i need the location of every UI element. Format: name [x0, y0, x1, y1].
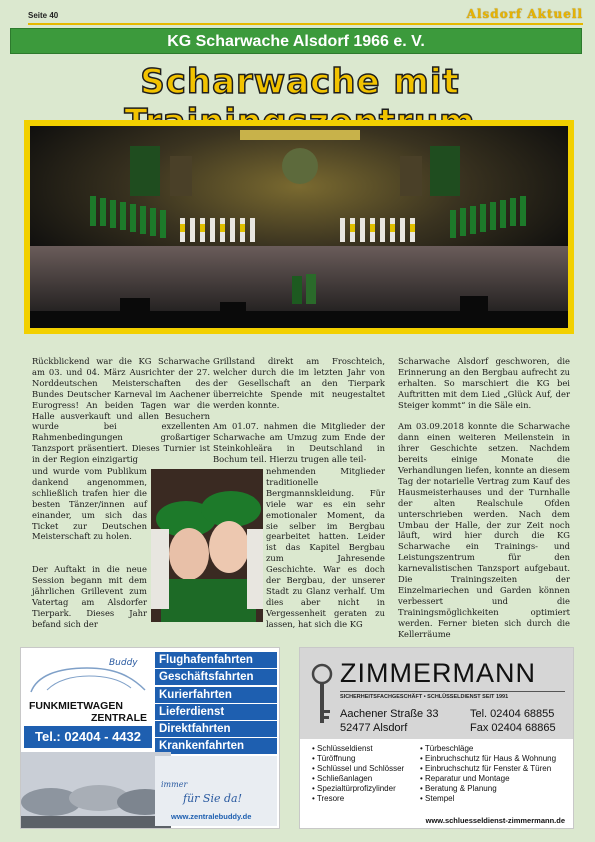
buddy-taxi-ad [20, 647, 280, 829]
article-text-col2-top [213, 356, 385, 476]
zimmermann-phone: Tel. 02404 68855 [470, 708, 555, 720]
zimmermann-ad [299, 647, 574, 829]
club-banner [10, 28, 582, 54]
zimmermann-fax: Fax 02404 68865 [470, 722, 556, 734]
buddy-website[interactable]: www.zentralebuddy.de [171, 812, 252, 821]
zimmermann-street: Aachener Straße 33 [340, 708, 439, 720]
buddy-service-item: Direktfahrten [155, 721, 277, 737]
service-item: • Reparatur und Montage [420, 774, 510, 783]
header-divider [28, 23, 583, 25]
article-paragraph: Scharwache Alsdorf geschworen, die Erinnerung an den Bergbau aufrecht zu erhalten. So marschiert die KG bei Auftritten mit dem Lied „Glück Auf, der Steiger kommt“ in die Säle ein. [398, 356, 570, 410]
article-text-col3 [398, 356, 570, 650]
stage-photo [24, 120, 574, 334]
zimmermann-name: ZIMMERMANN [340, 658, 536, 688]
magazine-logo: Alsdorf Aktuell [466, 7, 583, 21]
article-paragraph: nehmenden Mitglieder traditionelle Bergmannskleidung. Für viele war es ein sehr emotionaler Moment, da sie selber im Bergbau gearbeitet hatten. Leider ist das Kapitel Bergbau zum Jahresende Geschichte. War es doch der Bergbau, der unserer Stadt zu Glanz verhalf. Um dies aber nicht in Vergessenheit geraten zu lassen, hat sich die KG [266, 466, 385, 629]
buddy-service-item: Krankenfahrten [155, 738, 277, 754]
service-item: • Türöffnung [312, 754, 356, 763]
article-paragraph: Am 01.07. nahmen die Mitglieder der Scharwache am Umzug zum Ende der Steinkohleära in Deutschland in Bochum teil. Hierzu trugen alle teil- [213, 421, 385, 465]
article-headline: Scharwache mit [140, 62, 460, 102]
service-item: • Spezialtürprofizylinder [312, 784, 396, 793]
service-item: • Einbruchschutz für Haus & Wohnung [420, 754, 557, 763]
service-item: • Schlüsseldienst [312, 744, 373, 753]
zimmermann-website[interactable]: www.schluesseldienst-zimmermann.de [425, 816, 565, 825]
article-paragraph: Der Auftakt in die neue Session begann mit dem jährlichen Grillevent zum Vatertag am Alsdorfer Tierpark. Dieses Jahr befand sich der [32, 564, 147, 629]
article-text-col1-top [32, 356, 210, 476]
buddy-slogan-prefix: immer [161, 780, 188, 789]
buddy-service-item: Lieferdienst [155, 704, 277, 720]
article-text-col2-bottom [266, 466, 385, 640]
buddy-phone: Tel.: 02404 - 4432 [24, 726, 152, 748]
service-item: • Schlüssel und Schlösser [312, 764, 405, 773]
buddy-service-list [155, 652, 277, 756]
buddy-brand: Buddy [109, 658, 138, 668]
article-text-col1-mid [32, 466, 147, 553]
service-item: • Türbeschläge [420, 744, 474, 753]
article-text-col1-bottom [32, 564, 147, 640]
buddy-service-item: Kurierfahrten [155, 687, 277, 703]
buddy-service-item: Flughafenfahrten [155, 652, 277, 668]
cars-photo [21, 752, 171, 829]
zimmermann-divider [340, 691, 565, 692]
buddy-title-line2: ZENTRALE [91, 712, 147, 724]
article-paragraph: Rückblickend war die KG Scharwache am 03. und 04. März Ausrichter der 27. Norddeutschen Meisterschaften des Bundes Deutscher Karneval im Aachener Eurogress! An beiden Tagen war die Halle ausverkauft und allen Besuchern wurde bei exzellenten Rahmenbedingungen großartiger Tanzsport präsentiert. Dieses Turnier ist in der Region einzigartig [32, 356, 210, 465]
zimmermann-tagline: SICHERHEITSFACHGESCHÄFT • SCHLÜSSELDIENST SEIT 1991 [340, 694, 509, 700]
article-paragraph: und wurde vom Publikum dankend angenommen, schließlich trafen hier die besten Tänzer/innen auf einander, um sich das Ticket zur Deutschen Meisterschaft zu holen. [32, 466, 147, 542]
buddy-service-item: Geschäftsfahrten [155, 669, 277, 685]
service-item: • Tresore [312, 794, 345, 803]
article-paragraph: Am 03.09.2018 konnte die Scharwache dann einen weiteren Meilenstein in ihrer Geschichte setzen. Nachdem bereits einige Monate die Verhandlungen liefen, konnte an diesem Tag der notarielle Vertrag zum Kauf des Hausmeisterhauses und der Turnhalle der alten Realschule Ofden unterschrieben werden. Nach dem Umbau der Halle, der zur Zeit noch läuft, wird hier durch die KG Scharwache ein Trainings- und Leistungszentrum für den karnevalistischen Tanzsport aufgebaut. Die Trainingszeiten der Einzelmariechen und Garden können verbessert und die Trainingsmöglichkeiten optimiert werden. Ferner bieten sich durch die Kellerräume [398, 421, 570, 639]
buddy-title-line1: FUNKMIETWAGEN [29, 700, 123, 712]
key-icon [310, 662, 334, 732]
service-item: • Einbruchschutz für Fenster & Türen [420, 764, 552, 773]
service-item: • Beratung & Planung [420, 784, 497, 793]
service-item: • Stempel [420, 794, 455, 803]
page-number: Seite 40 [28, 11, 59, 20]
club-banner-text: KG Scharwache Alsdorf 1966 e. V. [167, 33, 425, 50]
zimmermann-city: 52477 Alsdorf [340, 722, 408, 734]
buddy-slogan: für Sie da! [183, 792, 242, 805]
zimmermann-services-left [312, 744, 422, 804]
dancers-portrait-photo [151, 469, 263, 622]
zimmermann-services-right [420, 744, 570, 804]
service-item: • Schließanlagen [312, 774, 373, 783]
article-paragraph: Grillstand direkt am Froschteich, welcher durch die im letzten Jahr von der Gesellschaft an den Tierpark überreichte Spende mit neugestaltet werden konnte. [213, 356, 385, 410]
